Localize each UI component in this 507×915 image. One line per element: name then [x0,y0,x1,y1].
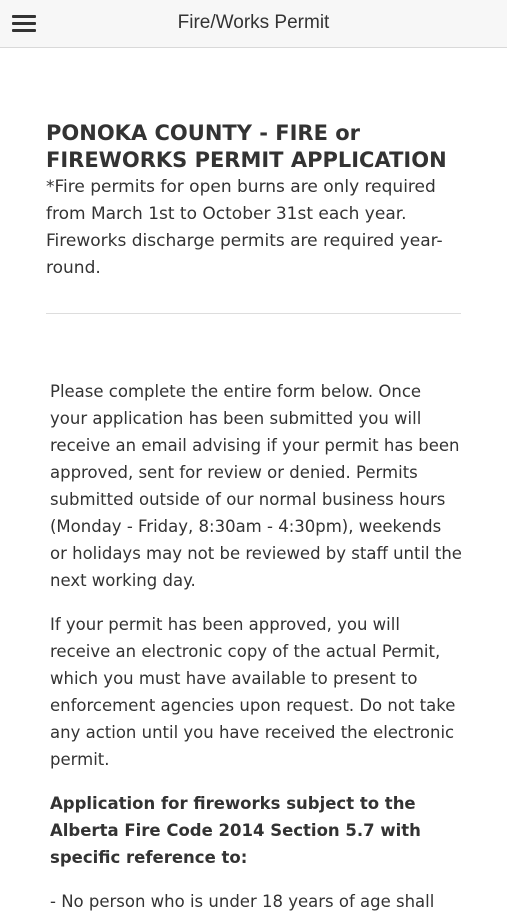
page-title: Fire/Works Permit [177,12,330,33]
fireworks-rules-list [50,888,462,915]
fireworks-heading: Application for fireworks subject to the Alberta Fire Code 2014 Section 5.7 with specific reference to: [50,794,421,867]
form-heading: PONOKA COUNTY - FIRE or FIREWORKS PERMIT APPLICATION [46,121,447,172]
top-app-bar [0,0,507,48]
intro-section [46,120,466,282]
section-divider [46,313,461,314]
main-content[interactable] [0,48,507,911]
instructions-section [50,378,462,915]
instructions-paragraph: Please complete the entire form below. Once your application has been submitted you will receive an email advising if your permit has been approved, sent for review or denied. Permits submitted outside of our normal business hours (Monday - Friday, 8:30am - 4:30pm), weekends or holidays may not be reviewed by staff until the next working day. [50,382,462,590]
list-item: - No person who is under 18 years of age shall [50,892,435,911]
approval-paragraph: If your permit has been approved, you will receive an electronic copy of the actual Permit, which you must have available to present to enforcement agencies upon request. Do not take any action until you have received the electronic permit. [50,615,456,769]
permit-season-note: *Fire permits for open burns are only required from March 1st to October 31st each year. Fireworks discharge permits are required year-round. [46,177,443,278]
